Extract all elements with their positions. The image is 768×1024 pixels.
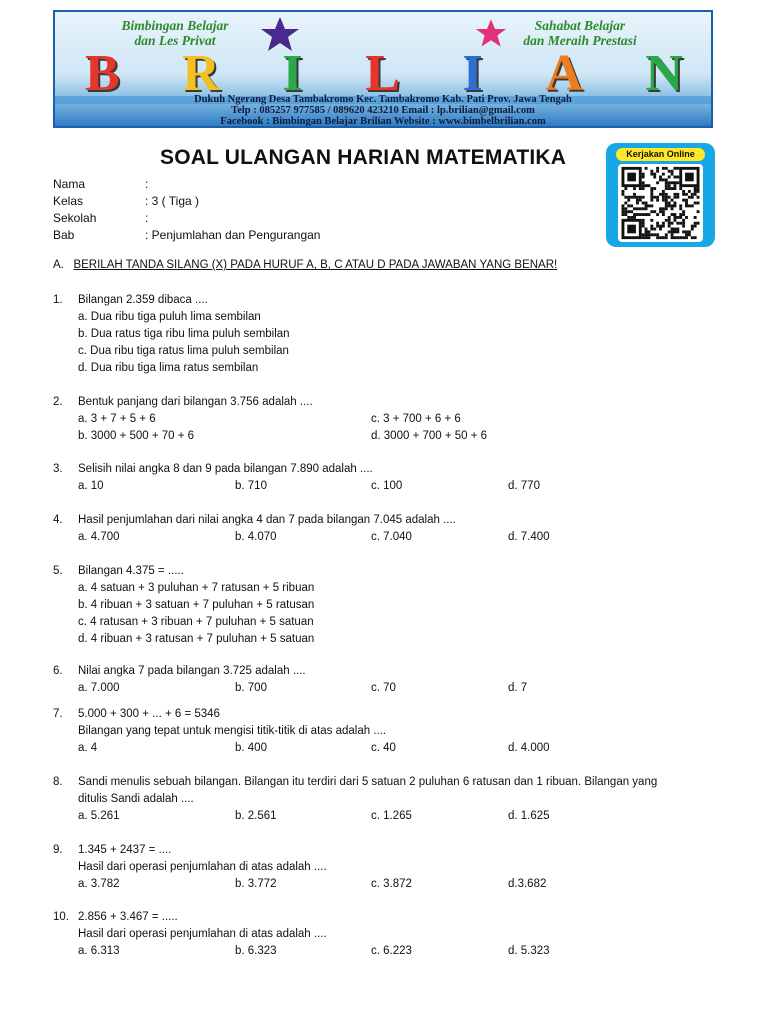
question-stem: 5.000 + 300 + ... + 6 = 5346: [78, 708, 220, 720]
question-number: 2.: [53, 396, 63, 408]
option-d[interactable]: d. Dua ribu tiga lima ratus sembilan: [78, 362, 259, 374]
option-c[interactable]: c. 6.223: [371, 945, 412, 957]
option-a[interactable]: a. Dua ribu tiga puluh lima sembilan: [78, 311, 261, 323]
qr-code-icon[interactable]: [618, 164, 703, 242]
option-c[interactable]: c. 3.872: [371, 878, 412, 890]
option-a[interactable]: a. 7.000: [78, 682, 120, 694]
question-stem: Hasil penjumlahan dari nilai angka 4 dan 7 pada bilangan 7.045 adalah ....: [78, 514, 456, 526]
option-c[interactable]: c. 1.265: [371, 810, 412, 822]
tagline-right: [495, 18, 665, 48]
question-stem-line-2: Hasil dari operasi penjumlahan di atas adalah ....: [78, 861, 327, 873]
option-d[interactable]: d. 7: [508, 682, 528, 694]
question-number: 8.: [53, 776, 63, 788]
info-label: Sekolah: [53, 211, 97, 225]
logo-letter: I: [462, 45, 485, 102]
info-label: Kelas: [53, 194, 84, 208]
question-number: 4.: [53, 514, 63, 526]
info-value: :: [145, 177, 149, 191]
option-a[interactable]: a. 4: [78, 742, 98, 754]
brilian-logo: [85, 45, 685, 102]
logo-letter: A: [545, 45, 585, 102]
option-b[interactable]: b. 400: [235, 742, 267, 754]
question-stem: Nilai angka 7 pada bilangan 3.725 adalah ....: [78, 665, 306, 677]
options-list: [78, 580, 314, 648]
question-stem: Bilangan 4.375 = .....: [78, 565, 184, 577]
info-row-bab: [53, 227, 320, 244]
option-b[interactable]: b. Dua ratus tiga ribu lima puluh sembilan: [78, 328, 290, 340]
option-b[interactable]: b. 710: [235, 480, 267, 492]
tagline-left: [95, 18, 255, 48]
option-c[interactable]: c. 4 ratusan + 3 ribuan + 7 puluhan + 5 satuan: [78, 616, 314, 628]
option-row: [78, 740, 550, 757]
option-b[interactable]: b. 3.772: [235, 878, 277, 890]
info-label: Bab: [53, 228, 75, 242]
question-stem: Bentuk panjang dari bilangan 3.756 adalah ....: [78, 396, 313, 408]
question-stem: Sandi menulis sebuah bilangan. Bilangan itu terdiri dari 5 satuan 2 puluhan 6 ratusan dan 1 ribuan. Bilangan yang: [78, 776, 658, 788]
option-c[interactable]: c. 3 + 700 + 6 + 6: [371, 413, 461, 425]
question-number: 1.: [53, 294, 63, 306]
option-a[interactable]: a. 5.261: [78, 810, 120, 822]
info-label: Nama: [53, 177, 86, 191]
star-icon-pink: [475, 18, 507, 48]
question-stem-line-2: Bilangan yang tepat untuk mengisi titik-titik di atas adalah ....: [78, 725, 387, 737]
option-d[interactable]: d. 4 ribuan + 3 ratusan + 7 puluhan + 5 satuan: [78, 633, 315, 645]
options-block: [78, 926, 550, 960]
option-d[interactable]: d. 770: [508, 480, 540, 492]
option-a[interactable]: a. 4 satuan + 3 puluhan + 7 ratusan + 5 ribuan: [78, 582, 315, 594]
question-stem: 2.856 + 3.467 = .....: [78, 911, 178, 923]
question-stem-line-2: Hasil dari operasi penjumlahan di atas adalah ....: [78, 928, 327, 940]
option-row: [78, 943, 550, 960]
question-stem: Selisih nilai angka 8 dan 9 pada bilangan 7.890 adalah ....: [78, 463, 373, 475]
question-number: 9.: [53, 844, 63, 856]
option-d[interactable]: d. 7.400: [508, 531, 550, 543]
options-block: [78, 723, 550, 757]
info-row-sekolah: [53, 210, 320, 227]
option-c[interactable]: c. Dua ribu tiga ratus lima puluh sembilan: [78, 345, 289, 357]
section-letter: A.: [53, 259, 64, 271]
options-block: [78, 791, 550, 825]
info-row-kelas: [53, 193, 320, 210]
tagline-right-line-1: Sahabat Belajar: [534, 18, 626, 33]
option-b[interactable]: b. 2.561: [235, 810, 277, 822]
option-a[interactable]: a. 3 + 7 + 5 + 6: [78, 413, 156, 425]
tagline-left-line-1: Bimbingan Belajar: [121, 18, 229, 33]
logo-letter: I: [282, 45, 305, 102]
question-stem: Bilangan 2.359 dibaca ....: [78, 294, 208, 306]
logo-letter: B: [85, 45, 122, 102]
option-a[interactable]: a. 6.313: [78, 945, 120, 957]
option-b[interactable]: b. 6.323: [235, 945, 277, 957]
option-d[interactable]: d. 5.323: [508, 945, 550, 957]
option-b[interactable]: b. 3000 + 500 + 70 + 6: [78, 430, 195, 442]
option-d[interactable]: d. 4.000: [508, 742, 550, 754]
online-qr-panel[interactable]: [606, 143, 715, 247]
option-b[interactable]: b. 700: [235, 682, 267, 694]
tagline-left-line-2: dan Les Privat: [134, 33, 216, 48]
info-value: : Penjumlahan dan Pengurangan: [145, 228, 321, 242]
social-line: Facebook : Bimbingan Belajar Brilian Website : www.bimbelbrilian.com: [220, 116, 546, 127]
question-stem-line-2: ditulis Sandi adalah ....: [78, 793, 194, 805]
logo-letter: L: [365, 45, 402, 102]
logo-letter: N: [645, 45, 685, 102]
option-c[interactable]: c. 70: [371, 682, 396, 694]
header-banner: [53, 10, 713, 128]
logo-letter: R: [182, 45, 222, 102]
section-instruction: [53, 259, 557, 271]
option-row: [78, 876, 547, 893]
question-stem: 1.345 + 2437 = ....: [78, 844, 172, 856]
option-d[interactable]: d.3.682: [508, 878, 547, 890]
option-a[interactable]: a. 10: [78, 480, 104, 492]
question-number: 10.: [53, 911, 69, 923]
question-number: 3.: [53, 463, 63, 475]
question-number: 5.: [53, 565, 63, 577]
question-number: 7.: [53, 708, 63, 720]
options-list: [78, 309, 290, 377]
option-row: [78, 808, 550, 825]
instruction-text: BERILAH TANDA SILANG (X) PADA HURUF A, B, C ATAU D PADA JAWABAN YANG BENAR!: [73, 259, 558, 271]
option-d[interactable]: d. 3000 + 700 + 50 + 6: [371, 430, 488, 442]
option-a[interactable]: a. 3.782: [78, 878, 120, 890]
option-c[interactable]: c. 7.040: [371, 531, 412, 543]
option-b[interactable]: b. 4.070: [235, 531, 277, 543]
option-b[interactable]: b. 4 ribuan + 3 satuan + 7 puluhan + 5 ratusan: [78, 599, 315, 611]
qr-code-graphic: [618, 164, 703, 242]
student-info: [53, 176, 320, 244]
option-c[interactable]: c. 40: [371, 742, 396, 754]
option-c[interactable]: c. 100: [371, 480, 403, 492]
page-title: SOAL ULANGAN HARIAN MATEMATIKA: [160, 146, 567, 169]
option-d[interactable]: d. 1.625: [508, 810, 550, 822]
option-a[interactable]: a. 4.700: [78, 531, 120, 543]
info-row-nama: [53, 176, 320, 193]
info-value: :: [145, 211, 149, 225]
tagline-right-line-2: dan Meraih Prestasi: [523, 33, 637, 48]
question-number: 6.: [53, 665, 63, 677]
address-line: Dukuh Ngerang Desa Tambakromo Kec. Tambakromo Kab. Pati Prov. Jawa Tengah: [194, 94, 572, 105]
options-block: [78, 859, 547, 893]
info-value: : 3 ( Tiga ): [145, 194, 200, 208]
contact-line: Telp : 085257 977585 / 089620 423210 Email : lp.brilian@gmail.com: [231, 105, 535, 116]
qr-label: Kerjakan Online: [616, 148, 705, 161]
